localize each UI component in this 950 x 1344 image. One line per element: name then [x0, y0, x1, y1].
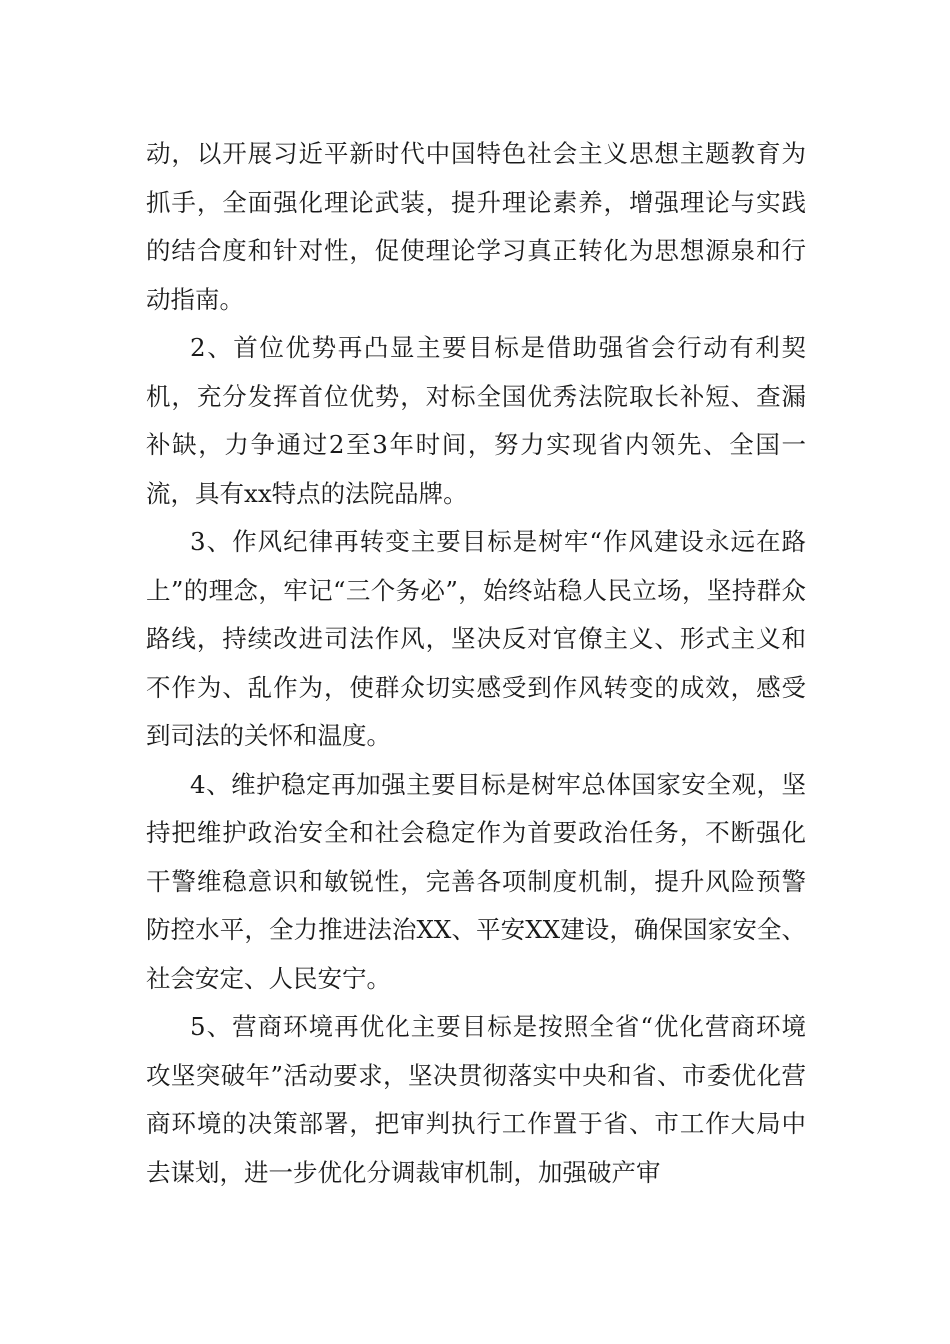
paragraph-2-first-position-advantage: 2、首位优势再凸显主要目标是借助强省会行动有利契机，充分发挥首位优势，对标全国优秀法院取长补短、查漏补缺，力争通过2至3年时间，努力实现省内领先、全国一流，具有xx特点的法院品牌。	[146, 333, 806, 508]
paragraph-4-maintaining-stability: 4、维护稳定再加强主要目标是树牢总体国家安全观，坚持把维护政治安全和社会稳定作为首要政治任务，不断强化干警维稳意识和敏锐性，完善各项制度机制，提升风险预警防控水平，全力推进法治XX、平安XX建设，确保国家安全、社会安定、人民安宁。	[146, 769, 806, 993]
paragraph-continuation: 动，以开展习近平新时代中国特色社会主义思想主题教育为抓手，全面强化理论武装，提升理论素养，增强理论与实践的结合度和针对性，促使理论学习真正转化为思想源泉和行动指南。	[146, 139, 806, 314]
document-body	[146, 130, 806, 1197]
paragraph-3-work-style-discipline: 3、作风纪律再转变主要目标是树牢“作风建设永远在路上”的理念，牢记“三个务必”，始终站稳人民立场，坚持群众路线，持续改进司法作风，坚决反对官僚主义、形式主义和不作为、乱作为，使群众切实感受到作风转变的成效，感受到司法的关怀和温度。	[146, 527, 806, 750]
paragraph-5-business-environment: 5、营商环境再优化主要目标是按照全省“优化营商环境攻坚突破年”活动要求，坚决贯彻落实中央和省、市委优化营商环境的决策部署，把审判执行工作置于省、市工作大局中去谋划，进一步优化分调裁审机制，加强破产审	[146, 1012, 806, 1187]
